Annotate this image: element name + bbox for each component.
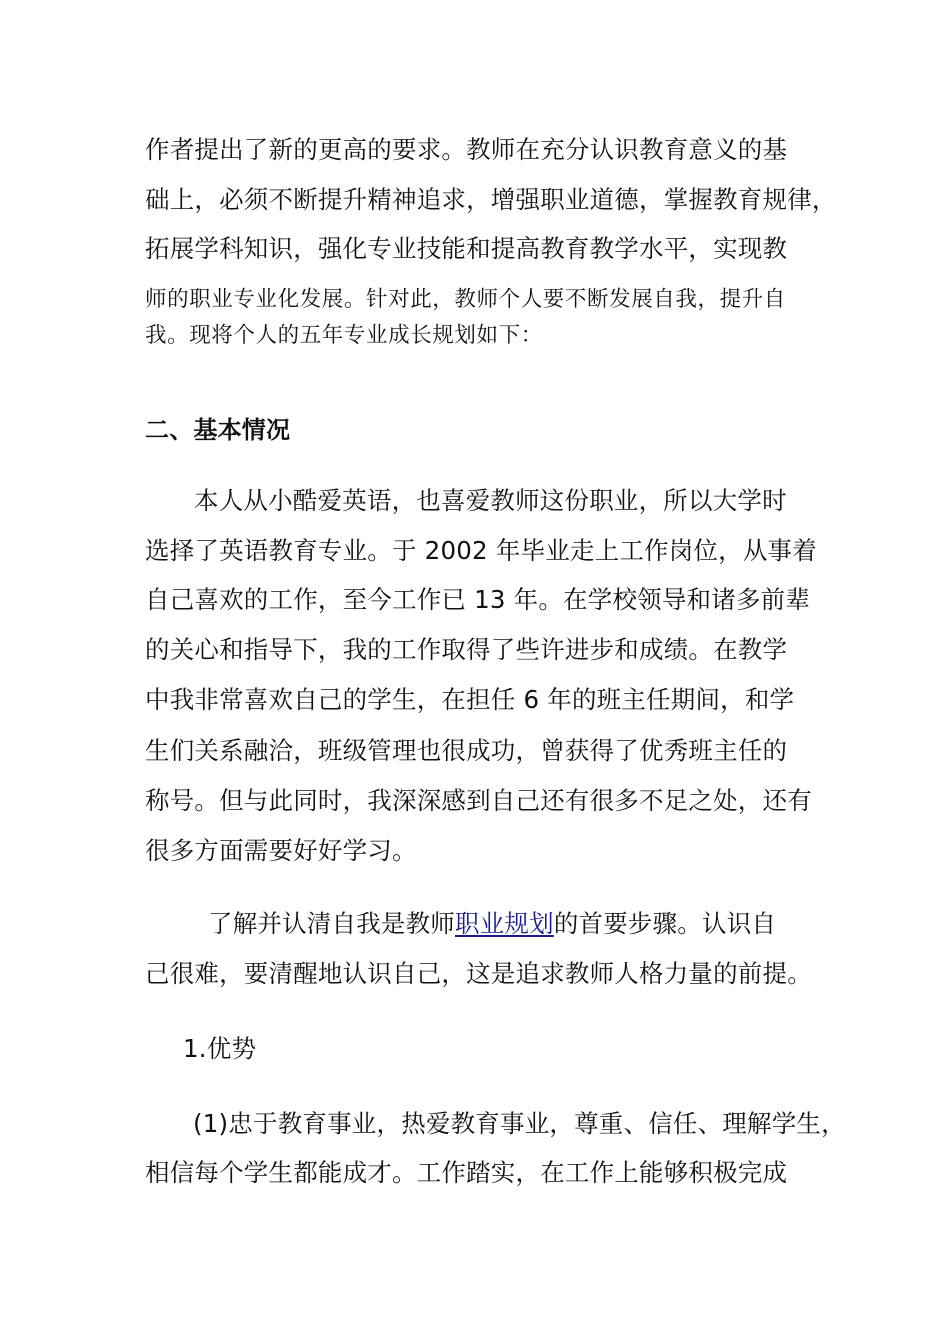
text-before-link: 了解并认清自我是教师 — [208, 909, 455, 938]
body-line: 生们关系融洽，班级管理也很成功，曾获得了优秀班主任的 — [145, 736, 788, 765]
body-line: 中我非常喜欢自己的学生，在担任 6 年的班主任期间，和学 — [145, 685, 795, 714]
intro-line: 我。现将个人的五年专业成长规划如下： — [145, 323, 543, 348]
intro-line: 拓展学科知识，强化专业技能和提高教育教学水平，实现教 — [145, 234, 788, 263]
body-line: 很多方面需要好好学习。 — [145, 836, 417, 865]
body-line: 选择了英语教育专业。于 2002 年毕业走上工作岗位，从事着 — [145, 536, 817, 565]
text-after-link: 的首要步骤。认识自 — [553, 909, 777, 938]
body-line-with-link — [208, 908, 776, 940]
body-line: 自己喜欢的工作，至今工作已 13 年。在学校领导和诸多前辈 — [145, 585, 811, 614]
career-planning-link[interactable]: 职业规划 — [455, 909, 554, 938]
body-line: 相信每个学生都能成才。工作踏实，在工作上能够积极完成 — [145, 1158, 788, 1187]
section-heading: 二、基本情况 — [145, 416, 291, 444]
intro-line: 作者提出了新的更高的要求。教师在充分认识教育意义的基 — [145, 135, 788, 164]
body-line: (1)忠于教育事业，热爱教育事业，尊重、信任、理解学生， — [193, 1109, 846, 1138]
body-line: 己很难，要清醒地认识自己，这是追求教师人格力量的前提。 — [145, 959, 812, 988]
intro-line: 师的职业专业化发展。针对此，教师个人要不断发展自我，提升自 — [145, 287, 786, 312]
subheading-strengths: 1.优势 — [183, 1034, 257, 1063]
body-line: 本人从小酷爱英语，也喜爱教师这份职业，所以大学时 — [194, 486, 787, 515]
intro-line: 础上，必须不断提升精神追求，增强职业道德，掌握教育规律， — [145, 185, 837, 214]
body-line: 的关心和指导下，我的工作取得了些许进步和成绩。在教学 — [145, 635, 788, 664]
body-line: 称号。但与此同时，我深深感到自己还有很多不足之处，还有 — [145, 786, 812, 815]
